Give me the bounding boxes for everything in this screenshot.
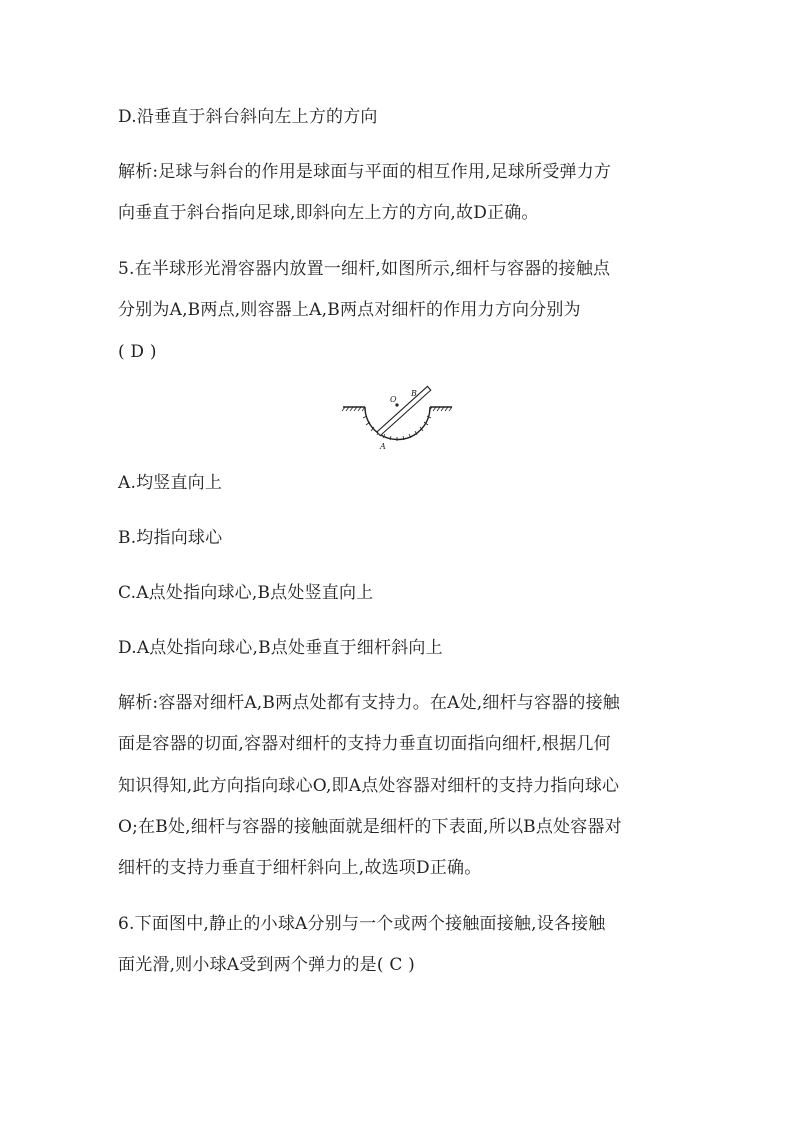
question-5-answer: ( D ) — [118, 342, 157, 362]
option-a: A.均竖直向上 — [118, 473, 223, 493]
analysis-4-line-2: 向垂直于斜台指向足球,即斜向左上方的方向,故D正确。 — [118, 203, 539, 223]
question-5-line-2: 分别为A,B两点,则容器上A,B两点对细杆的作用力方向分别为 — [118, 300, 581, 320]
analysis-5-line-3: 知识得知,此方向指向球心O,即A点处容器对细杆的支持力指向球心 — [118, 776, 620, 796]
option-d-prev-question: D.沿垂直于斜台斜向左上方的方向 — [118, 107, 378, 127]
question-5-line-1: 5.在半球形光滑容器内放置一细杆,如图所示,细杆与容器的接触点 — [118, 259, 611, 279]
analysis-5-line-1: 解析:容器对细杆A,B两点处都有支持力。在A处,细杆与容器的接触 — [118, 693, 620, 713]
hemisphere-rod-figure — [340, 382, 455, 452]
option-b: B.均指向球心 — [118, 528, 223, 548]
option-d: D.A点处指向球心,B点处垂直于细杆斜向上 — [118, 638, 443, 658]
analysis-5-line-2: 面是容器的切面,容器对细杆的支持力垂直切面指向细杆,根据几何 — [118, 734, 611, 754]
question-6-line-1: 6.下面图中,静止的小球A分别与一个或两个接触面接触,设各接触 — [118, 914, 606, 934]
analysis-5-line-4: O;在B处,细杆与容器的接触面就是细杆的下表面,所以B点处容器对 — [118, 817, 622, 837]
question-6-line-2: 面光滑,则小球A受到两个弹力的是( C ) — [118, 955, 415, 975]
analysis-5-line-5: 细杆的支持力垂直于细杆斜向上,故选项D正确。 — [118, 858, 482, 878]
analysis-4-line-1: 解析:足球与斜台的作用是球面与平面的相互作用,足球所受弹力方 — [118, 162, 612, 182]
label-o: O — [390, 395, 397, 404]
label-a: A — [380, 442, 386, 451]
option-c: C.A点处指向球心,B点处竖直向上 — [118, 583, 374, 603]
hemisphere-rod-diagram — [340, 382, 455, 452]
label-b: B — [411, 389, 417, 398]
